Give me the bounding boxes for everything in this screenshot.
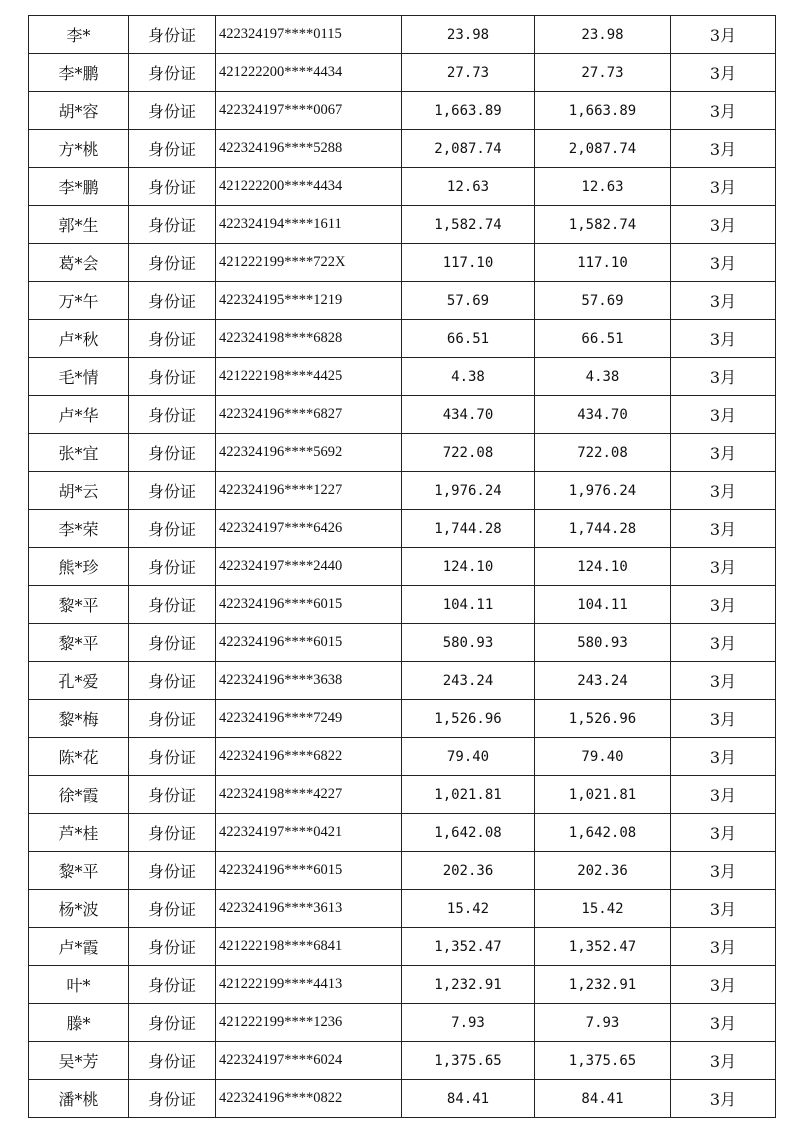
amount-paid-cell: 1,232.91: [535, 966, 671, 1004]
table-row: [29, 244, 776, 282]
amount-paid-cell: 1,663.89: [535, 92, 671, 130]
name-cell: 李*: [29, 16, 129, 54]
amount-paid-cell: 79.40: [535, 738, 671, 776]
amount-paid-cell: 1,021.81: [535, 776, 671, 814]
amount-cell: 1,582.74: [402, 206, 535, 244]
table-row: [29, 700, 776, 738]
amount-cell: 434.70: [402, 396, 535, 434]
table-row: [29, 282, 776, 320]
table-row: [29, 130, 776, 168]
amount-cell: 66.51: [402, 320, 535, 358]
name-cell: 卢*华: [29, 396, 129, 434]
id-number-cell: 422324196****6015: [216, 624, 402, 662]
amount-paid-cell: 66.51: [535, 320, 671, 358]
month-cell: 3月: [671, 890, 776, 928]
id-type-cell: 身份证: [129, 358, 216, 396]
id-type-cell: 身份证: [129, 738, 216, 776]
month-cell: 3月: [671, 244, 776, 282]
id-type-cell: 身份证: [129, 396, 216, 434]
amount-cell: 4.38: [402, 358, 535, 396]
amount-cell: 1,375.65: [402, 1042, 535, 1080]
amount-paid-cell: 23.98: [535, 16, 671, 54]
id-number-cell: 422324196****7249: [216, 700, 402, 738]
month-cell: 3月: [671, 1042, 776, 1080]
amount-paid-cell: 84.41: [535, 1080, 671, 1118]
amount-paid-cell: 243.24: [535, 662, 671, 700]
amount-paid-cell: 1,352.47: [535, 928, 671, 966]
table-row: [29, 320, 776, 358]
id-number-cell: 422324197****6426: [216, 510, 402, 548]
name-cell: 黎*梅: [29, 700, 129, 738]
amount-cell: 202.36: [402, 852, 535, 890]
id-type-cell: 身份证: [129, 206, 216, 244]
table-row: [29, 434, 776, 472]
id-type-cell: 身份证: [129, 434, 216, 472]
id-type-cell: 身份证: [129, 776, 216, 814]
table-row: [29, 168, 776, 206]
month-cell: 3月: [671, 852, 776, 890]
id-type-cell: 身份证: [129, 16, 216, 54]
id-number-cell: 422324196****5692: [216, 434, 402, 472]
id-type-cell: 身份证: [129, 548, 216, 586]
payment-table: [28, 15, 776, 1118]
name-cell: 黎*平: [29, 624, 129, 662]
id-number-cell: 421222200****4434: [216, 54, 402, 92]
table-row: [29, 966, 776, 1004]
amount-paid-cell: 434.70: [535, 396, 671, 434]
amount-cell: 104.11: [402, 586, 535, 624]
table-row: [29, 814, 776, 852]
name-cell: 方*桃: [29, 130, 129, 168]
month-cell: 3月: [671, 130, 776, 168]
name-cell: 叶*: [29, 966, 129, 1004]
id-type-cell: 身份证: [129, 814, 216, 852]
amount-cell: 1,021.81: [402, 776, 535, 814]
table-row: [29, 54, 776, 92]
id-number-cell: 421222199****722X: [216, 244, 402, 282]
id-type-cell: 身份证: [129, 852, 216, 890]
table-body: [29, 16, 776, 1118]
id-type-cell: 身份证: [129, 244, 216, 282]
id-number-cell: 422324196****3638: [216, 662, 402, 700]
amount-paid-cell: 124.10: [535, 548, 671, 586]
month-cell: 3月: [671, 320, 776, 358]
amount-cell: 1,976.24: [402, 472, 535, 510]
name-cell: 李*鹏: [29, 54, 129, 92]
amount-paid-cell: 7.93: [535, 1004, 671, 1042]
month-cell: 3月: [671, 700, 776, 738]
amount-cell: 1,642.08: [402, 814, 535, 852]
name-cell: 卢*霞: [29, 928, 129, 966]
month-cell: 3月: [671, 776, 776, 814]
name-cell: 滕*: [29, 1004, 129, 1042]
month-cell: 3月: [671, 1080, 776, 1118]
id-type-cell: 身份证: [129, 1004, 216, 1042]
amount-cell: 722.08: [402, 434, 535, 472]
amount-cell: 1,744.28: [402, 510, 535, 548]
table-row: [29, 16, 776, 54]
month-cell: 3月: [671, 662, 776, 700]
table-row: [29, 472, 776, 510]
month-cell: 3月: [671, 282, 776, 320]
amount-paid-cell: 1,744.28: [535, 510, 671, 548]
amount-paid-cell: 722.08: [535, 434, 671, 472]
amount-paid-cell: 15.42: [535, 890, 671, 928]
id-number-cell: 422324198****6828: [216, 320, 402, 358]
amount-cell: 1,352.47: [402, 928, 535, 966]
table-row: [29, 396, 776, 434]
amount-cell: 124.10: [402, 548, 535, 586]
month-cell: 3月: [671, 966, 776, 1004]
id-type-cell: 身份证: [129, 92, 216, 130]
name-cell: 杨*波: [29, 890, 129, 928]
month-cell: 3月: [671, 1004, 776, 1042]
id-number-cell: 422324197****6024: [216, 1042, 402, 1080]
amount-paid-cell: 1,976.24: [535, 472, 671, 510]
id-number-cell: 422324196****1227: [216, 472, 402, 510]
name-cell: 毛*情: [29, 358, 129, 396]
id-number-cell: 422324197****0421: [216, 814, 402, 852]
name-cell: 黎*平: [29, 852, 129, 890]
amount-cell: 2,087.74: [402, 130, 535, 168]
name-cell: 徐*霞: [29, 776, 129, 814]
id-number-cell: 421222198****4425: [216, 358, 402, 396]
month-cell: 3月: [671, 168, 776, 206]
id-number-cell: 422324194****1611: [216, 206, 402, 244]
name-cell: 胡*容: [29, 92, 129, 130]
name-cell: 潘*桃: [29, 1080, 129, 1118]
id-number-cell: 422324195****1219: [216, 282, 402, 320]
id-number-cell: 422324196****6822: [216, 738, 402, 776]
name-cell: 熊*珍: [29, 548, 129, 586]
id-type-cell: 身份证: [129, 168, 216, 206]
name-cell: 卢*秋: [29, 320, 129, 358]
id-number-cell: 421222199****1236: [216, 1004, 402, 1042]
id-number-cell: 422324197****2440: [216, 548, 402, 586]
table-row: [29, 1080, 776, 1118]
month-cell: 3月: [671, 928, 776, 966]
name-cell: 陈*花: [29, 738, 129, 776]
amount-paid-cell: 117.10: [535, 244, 671, 282]
id-number-cell: 421222199****4413: [216, 966, 402, 1004]
amount-paid-cell: 104.11: [535, 586, 671, 624]
amount-paid-cell: 1,642.08: [535, 814, 671, 852]
month-cell: 3月: [671, 624, 776, 662]
month-cell: 3月: [671, 814, 776, 852]
month-cell: 3月: [671, 92, 776, 130]
id-type-cell: 身份证: [129, 928, 216, 966]
amount-cell: 15.42: [402, 890, 535, 928]
id-type-cell: 身份证: [129, 890, 216, 928]
amount-cell: 1,526.96: [402, 700, 535, 738]
amount-cell: 84.41: [402, 1080, 535, 1118]
amount-cell: 117.10: [402, 244, 535, 282]
name-cell: 胡*云: [29, 472, 129, 510]
id-type-cell: 身份证: [129, 282, 216, 320]
table-row: [29, 1004, 776, 1042]
amount-paid-cell: 12.63: [535, 168, 671, 206]
month-cell: 3月: [671, 586, 776, 624]
table-row: [29, 928, 776, 966]
amount-cell: 7.93: [402, 1004, 535, 1042]
name-cell: 李*荣: [29, 510, 129, 548]
id-number-cell: 422324198****4227: [216, 776, 402, 814]
table-row: [29, 358, 776, 396]
amount-paid-cell: 202.36: [535, 852, 671, 890]
id-number-cell: 421222198****6841: [216, 928, 402, 966]
amount-cell: 57.69: [402, 282, 535, 320]
month-cell: 3月: [671, 396, 776, 434]
table-row: [29, 890, 776, 928]
month-cell: 3月: [671, 358, 776, 396]
amount-paid-cell: 580.93: [535, 624, 671, 662]
name-cell: 李*鹏: [29, 168, 129, 206]
id-number-cell: 422324196****6015: [216, 586, 402, 624]
amount-paid-cell: 57.69: [535, 282, 671, 320]
id-type-cell: 身份证: [129, 966, 216, 1004]
table-row: [29, 662, 776, 700]
id-type-cell: 身份证: [129, 1080, 216, 1118]
amount-cell: 580.93: [402, 624, 535, 662]
name-cell: 孔*爱: [29, 662, 129, 700]
amount-cell: 79.40: [402, 738, 535, 776]
month-cell: 3月: [671, 548, 776, 586]
name-cell: 黎*平: [29, 586, 129, 624]
name-cell: 吴*芳: [29, 1042, 129, 1080]
id-number-cell: 422324196****6827: [216, 396, 402, 434]
amount-paid-cell: 1,582.74: [535, 206, 671, 244]
id-type-cell: 身份证: [129, 700, 216, 738]
amount-cell: 243.24: [402, 662, 535, 700]
id-type-cell: 身份证: [129, 662, 216, 700]
month-cell: 3月: [671, 206, 776, 244]
id-type-cell: 身份证: [129, 510, 216, 548]
table-row: [29, 92, 776, 130]
id-type-cell: 身份证: [129, 624, 216, 662]
table-row: [29, 776, 776, 814]
name-cell: 葛*会: [29, 244, 129, 282]
table-row: [29, 852, 776, 890]
amount-cell: 27.73: [402, 54, 535, 92]
month-cell: 3月: [671, 510, 776, 548]
id-type-cell: 身份证: [129, 472, 216, 510]
amount-paid-cell: 27.73: [535, 54, 671, 92]
table-row: [29, 586, 776, 624]
month-cell: 3月: [671, 738, 776, 776]
id-number-cell: 422324196****6015: [216, 852, 402, 890]
table-row: [29, 206, 776, 244]
id-type-cell: 身份证: [129, 130, 216, 168]
id-type-cell: 身份证: [129, 1042, 216, 1080]
name-cell: 郭*生: [29, 206, 129, 244]
id-type-cell: 身份证: [129, 320, 216, 358]
id-number-cell: 422324196****0822: [216, 1080, 402, 1118]
amount-paid-cell: 1,375.65: [535, 1042, 671, 1080]
amount-cell: 12.63: [402, 168, 535, 206]
table-row: [29, 510, 776, 548]
table-row: [29, 548, 776, 586]
month-cell: 3月: [671, 434, 776, 472]
table-row: [29, 1042, 776, 1080]
month-cell: 3月: [671, 54, 776, 92]
amount-paid-cell: 1,526.96: [535, 700, 671, 738]
id-number-cell: 422324197****0115: [216, 16, 402, 54]
table-row: [29, 624, 776, 662]
name-cell: 万*午: [29, 282, 129, 320]
id-number-cell: 422324196****3613: [216, 890, 402, 928]
amount-cell: 1,663.89: [402, 92, 535, 130]
id-number-cell: 422324197****0067: [216, 92, 402, 130]
amount-paid-cell: 2,087.74: [535, 130, 671, 168]
amount-cell: 23.98: [402, 16, 535, 54]
id-type-cell: 身份证: [129, 54, 216, 92]
month-cell: 3月: [671, 16, 776, 54]
amount-paid-cell: 4.38: [535, 358, 671, 396]
name-cell: 芦*桂: [29, 814, 129, 852]
id-type-cell: 身份证: [129, 586, 216, 624]
id-number-cell: 421222200****4434: [216, 168, 402, 206]
id-number-cell: 422324196****5288: [216, 130, 402, 168]
amount-cell: 1,232.91: [402, 966, 535, 1004]
table-row: [29, 738, 776, 776]
month-cell: 3月: [671, 472, 776, 510]
name-cell: 张*宜: [29, 434, 129, 472]
